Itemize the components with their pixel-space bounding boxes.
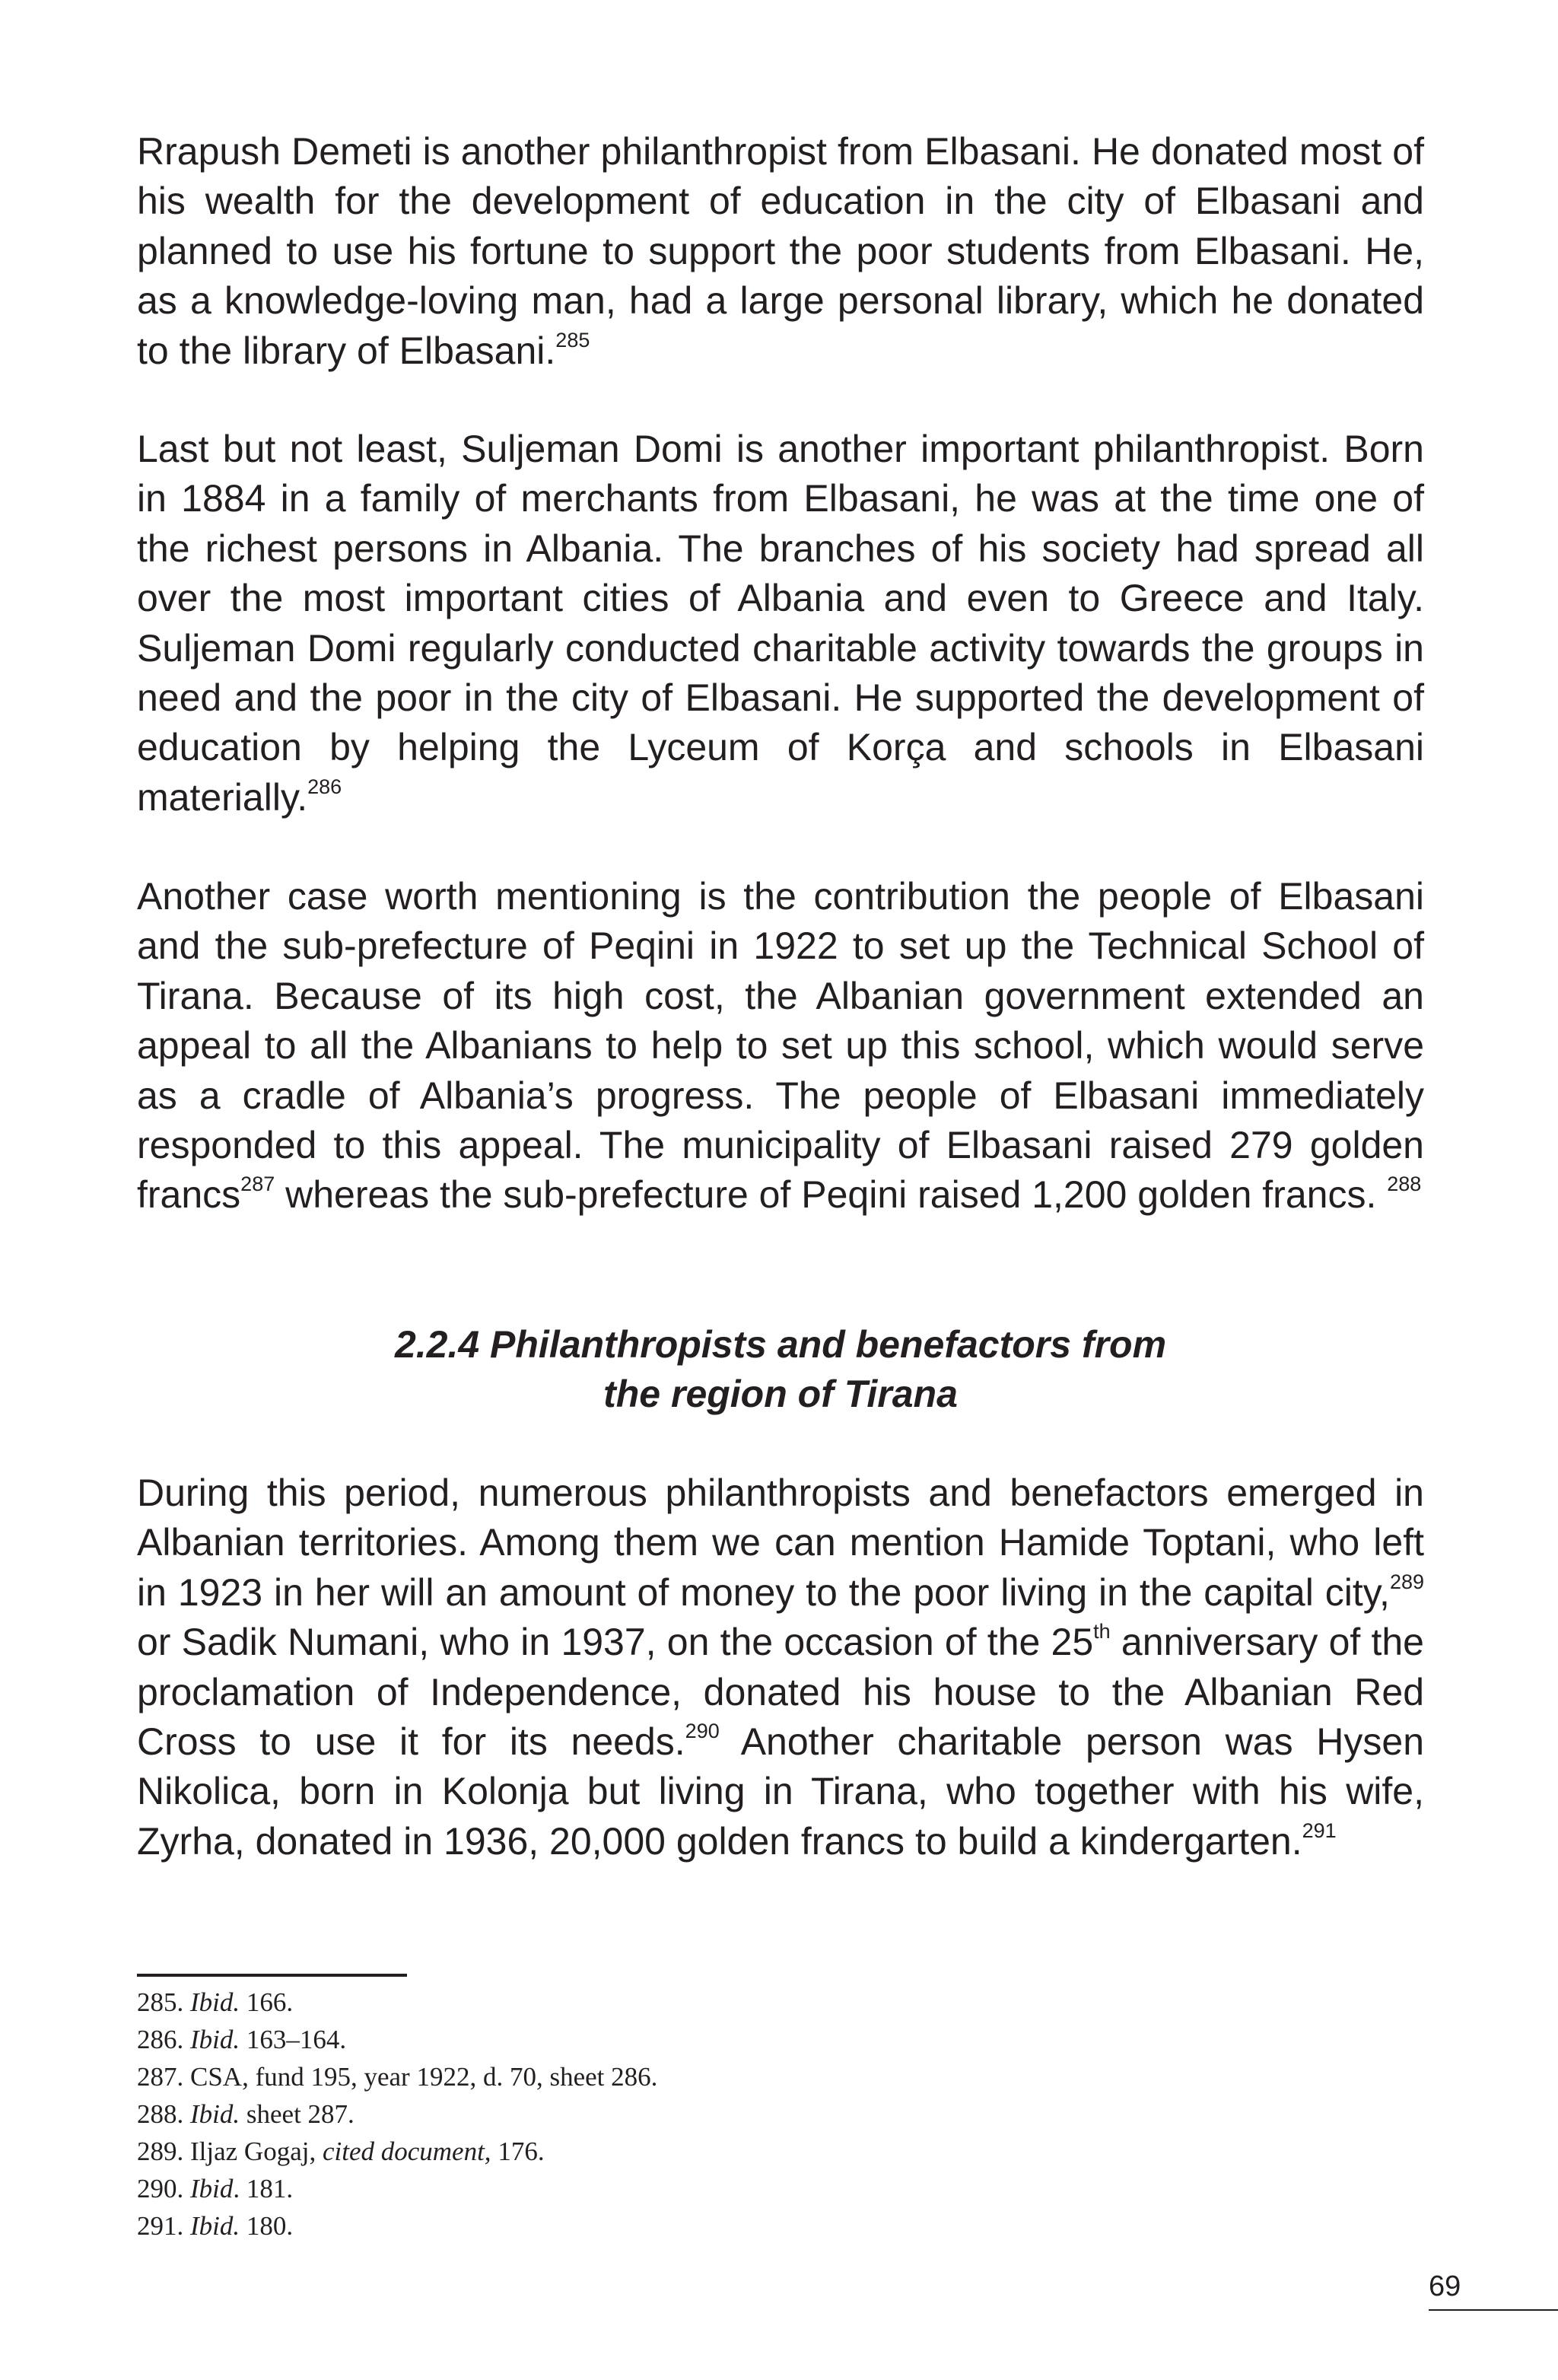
section-heading xyxy=(137,1320,1424,1419)
footnote-ref-286[interactable]: 286 xyxy=(307,775,342,798)
footnote-number: 288. xyxy=(137,2099,190,2129)
footnote-number: 285. xyxy=(137,1987,190,2017)
section-heading-line-2: the region of Tirana xyxy=(603,1373,958,1415)
footnote-italic: Ibid. xyxy=(190,2211,240,2241)
footnote-italic: Ibid. xyxy=(190,1987,240,2017)
footnote-290 xyxy=(137,2170,1354,2207)
footnote-italic: Ibid. xyxy=(190,2025,240,2054)
footnote-text: 176. xyxy=(491,2137,545,2166)
paragraph-text: or Sadik Numani, who in 1937, on the occasion of the 25 xyxy=(137,1621,1094,1664)
footnote-text: 163–164. xyxy=(240,2025,347,2054)
paragraph-text: Rrapush Demeti is another philanthropist from Elbasani. He donated most of his wealth for the development of education in the city of Elbasani and planned to use his fortune to support the poor students from Elbasani. He, as a knowledge-loving man, had a large personal library, which he donated to the library of Elbasani. xyxy=(137,130,1424,372)
paragraph-text: anniversary of the proclamation of Independence, donated his house to the Albanian Red Cross to use it for its needs. xyxy=(137,1621,1424,1764)
ordinal-suffix: th xyxy=(1093,1620,1111,1643)
paragraph-rrapush-demeti xyxy=(137,127,1424,376)
page-number: 69 xyxy=(1429,2270,1461,2302)
footnote-text: 166. xyxy=(240,1987,294,2017)
section-heading-line-1: 2.2.4 Philanthropists and benefactors from xyxy=(394,1323,1167,1366)
paragraph-text: Another charitable person was Hysen Nikolica, born in Kolonja but living in Tirana, who together with his wife, Zyrha, donated in 1936, 20,000 golden francs to build a kindergarten. xyxy=(137,1720,1425,1863)
page-number-rule xyxy=(1429,2309,1558,2311)
paragraph-suljeman-domi xyxy=(137,425,1424,822)
paragraph-text: Last but not least, Suljeman Domi is another important philanthropist. Born in 1884 in a family of merchants from Elbasani, he was at the time one of the richest persons in Albania. The branches of his society had spread all over the most important cities of Albania and even to Greece and Italy. Suljeman Domi regularly conducted charitable activity towards the groups in need and the poor in the city of Elbasani. He supported the development of education by helping the Lyceum of Korça and schools in Elbasani materially. xyxy=(137,428,1424,819)
footnote-text: 180. xyxy=(240,2211,294,2241)
paragraph-technical-school xyxy=(137,872,1424,1220)
footnote-italic: Ibid xyxy=(190,2174,234,2203)
footnote-ref-285[interactable]: 285 xyxy=(555,328,590,352)
footnote-ref-289[interactable]: 289 xyxy=(1389,1570,1424,1593)
paragraph-tirana-benefactors xyxy=(137,1468,1424,1866)
footnote-289 xyxy=(137,2133,1354,2170)
footnote-author: Iljaz Gogaj, xyxy=(190,2137,323,2166)
footnote-ref-288[interactable]: 288 xyxy=(1387,1172,1422,1196)
paragraph-text: During this period, numerous philanthropists and benefactors emerged in Albanian territories. Among them we can mention Hamide Toptani, who left in 1923 in her will an amount of money to the poor living in the capital city, xyxy=(137,1472,1424,1614)
footnote-italic: cited document, xyxy=(322,2137,491,2166)
footnotes-list xyxy=(137,1984,1354,2245)
footnote-text: . 181. xyxy=(233,2174,294,2203)
footnote-number: 291. xyxy=(137,2211,190,2241)
footnote-italic: Ibid. xyxy=(190,2099,240,2129)
footnote-ref-287[interactable]: 287 xyxy=(240,1172,275,1196)
footnote-ref-291[interactable]: 291 xyxy=(1302,1818,1337,1842)
footnote-285 xyxy=(137,1984,1354,2021)
footnote-text: CSA, fund 195, year 1922, d. 70, sheet 286. xyxy=(190,2062,658,2092)
footnote-text: sheet 287. xyxy=(240,2099,355,2129)
footnote-291 xyxy=(137,2207,1354,2245)
footnote-number: 287. xyxy=(137,2062,190,2092)
footnote-288 xyxy=(137,2095,1354,2133)
footnote-287 xyxy=(137,2058,1354,2095)
footnote-ref-290[interactable]: 290 xyxy=(685,1720,720,1743)
footnote-286 xyxy=(137,2021,1354,2058)
footnote-separator xyxy=(137,1974,407,1977)
footnote-number: 286. xyxy=(137,2025,190,2054)
footnote-number: 290. xyxy=(137,2174,190,2203)
footnote-number: 289. xyxy=(137,2137,190,2166)
paragraph-text: whereas the sub-prefecture of Peqini raised 1,200 golden francs. xyxy=(275,1173,1377,1217)
paragraph-text: Another case worth mentioning is the contribution the people of Elbasani and the sub-prefecture of Peqini in 1922 to set up the Technical School of Tirana. Because of its high cost, the Albanian government extended an appeal to all the Albanians to help to set up this school, which would serve as a cradle of Albania’s progress. The people of Elbasani immediately responded to this appeal. The municipality of Elbasani raised 279 golden francs xyxy=(137,875,1424,1217)
